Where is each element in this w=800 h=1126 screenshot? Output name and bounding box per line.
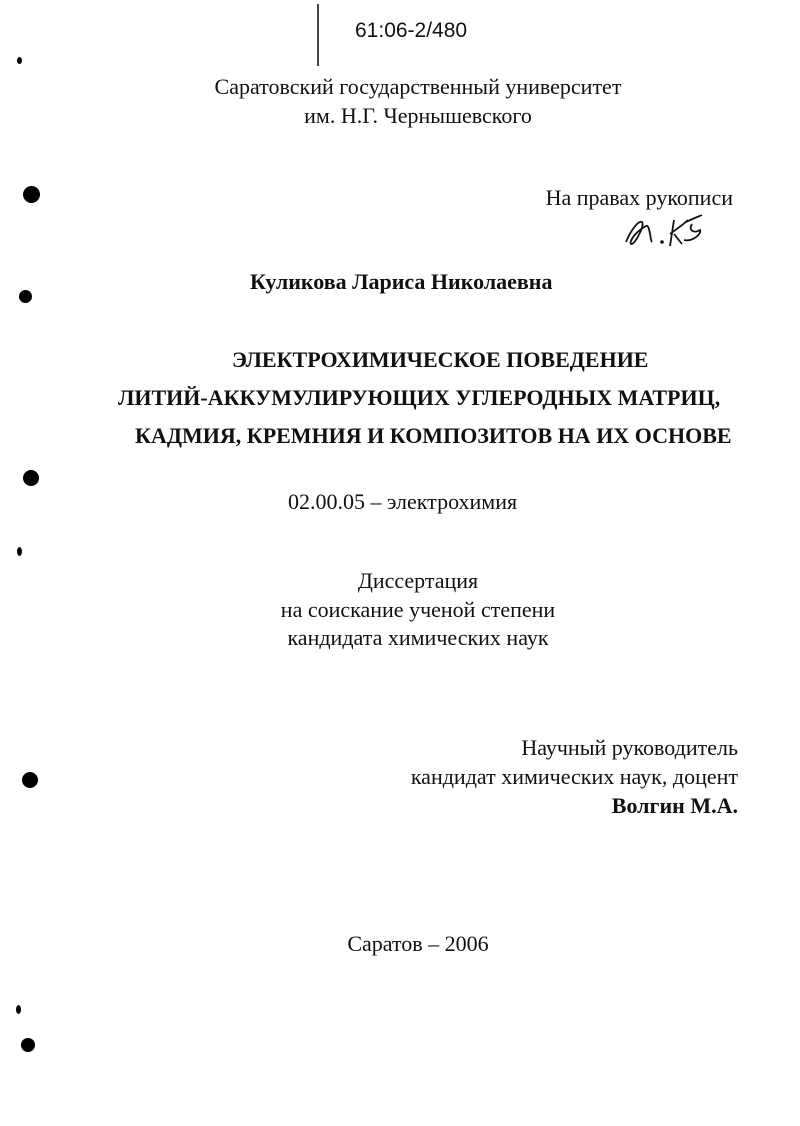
signature <box>620 212 735 252</box>
punch-hole <box>23 470 39 486</box>
city-year: Саратов – 2006 <box>347 931 489 956</box>
manuscript-rights: На правах рукописи <box>545 185 733 210</box>
punch-mark <box>17 57 22 64</box>
punch-hole <box>19 290 32 303</box>
degree-line: Диссертация <box>357 568 479 593</box>
archive-code: 61:06-2/480 <box>355 19 468 42</box>
supervisor-name: Волгин М.А. <box>611 793 738 818</box>
university-name: Саратовский государственный университет <box>214 74 622 99</box>
specialty: 02.00.05 – электрохимия <box>288 489 518 514</box>
degree-line: на соискание ученой степени <box>280 597 556 622</box>
author-name: Куликова Лариса Николаевна <box>250 269 553 294</box>
punch-mark <box>16 1005 21 1014</box>
punch-mark <box>17 547 22 556</box>
supervisor-position: кандидат химических наук, доцент <box>410 764 738 789</box>
punch-hole <box>23 186 40 203</box>
title-line: КАДМИЯ, КРЕМНИЯ И КОМПОЗИТОВ НА ИХ ОСНОВЕ <box>135 423 732 448</box>
degree-line: кандидата химических наук <box>287 625 549 650</box>
scan-margin-line <box>317 4 319 66</box>
supervisor-label: Научный руководитель <box>521 735 738 760</box>
title-line: ЭЛЕКТРОХИМИЧЕСКОЕ ПОВЕДЕНИЕ <box>232 347 649 372</box>
university-name-2: им. Н.Г. Чернышевского <box>304 103 532 128</box>
punch-hole <box>22 772 38 788</box>
punch-hole <box>21 1038 35 1052</box>
title-line: ЛИТИЙ-АККУМУЛИРУЮЩИХ УГЛЕРОДНЫХ МАТРИЦ, <box>118 385 721 410</box>
